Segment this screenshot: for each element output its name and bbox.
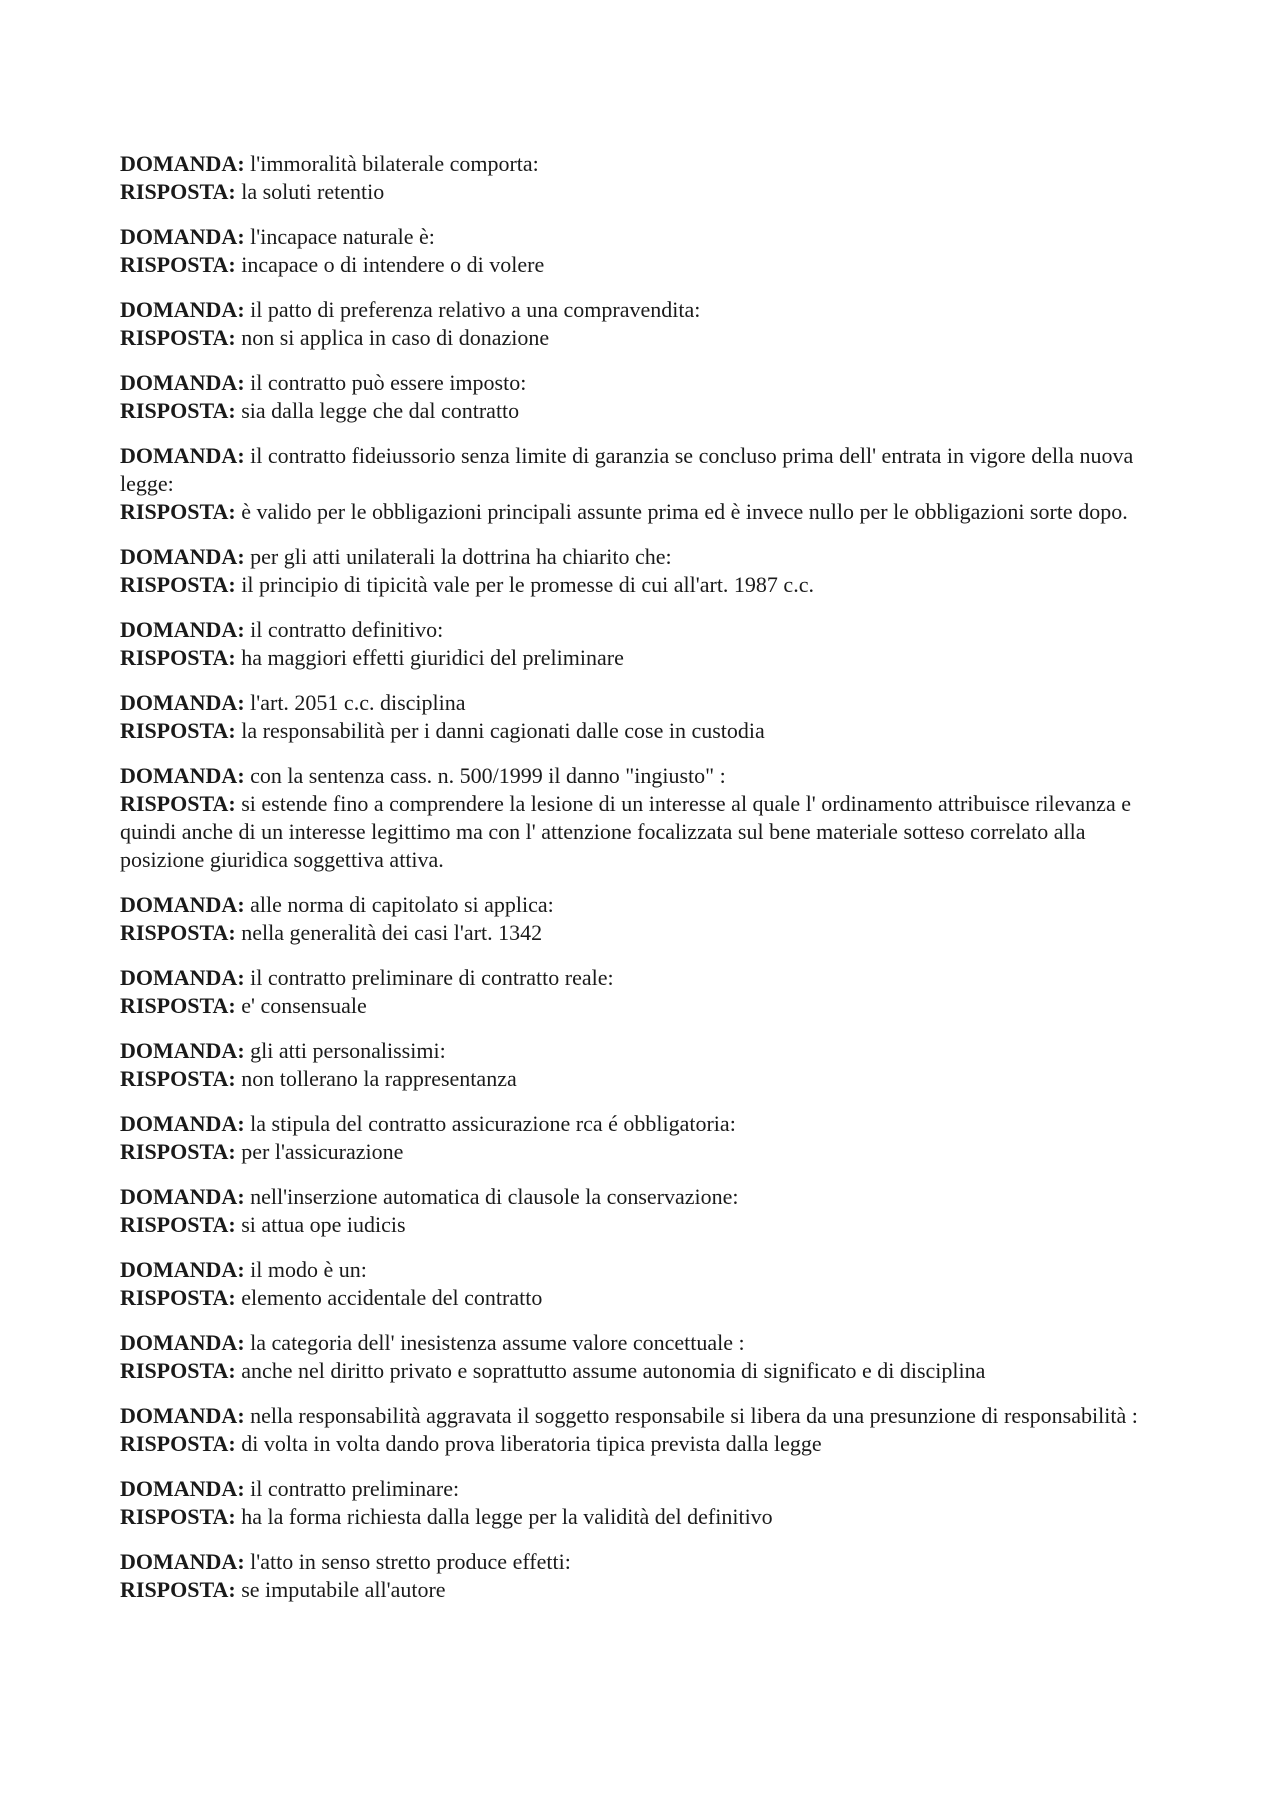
question-text: la stipula del contratto assicurazione rca é obbligatoria: [250,1111,736,1136]
question-text: l'incapace naturale è: [250,224,435,249]
answer-label: RISPOSTA: [120,791,236,816]
question-line [120,762,1160,790]
answer-label: RISPOSTA: [120,179,236,204]
question-text: alle norma di capitolato si applica: [250,892,554,917]
answer-line [120,1503,1160,1531]
question-line [120,689,1160,717]
answer-label: RISPOSTA: [120,920,236,945]
question-text: la categoria dell' inesistenza assume valore concettuale : [250,1330,745,1355]
answer-line [120,1284,1160,1312]
question-line [120,1548,1160,1576]
answer-text: si attua ope iudicis [241,1212,406,1237]
question-text: il contratto preliminare: [250,1476,460,1501]
answer-text: non tollerano la rappresentanza [241,1066,517,1091]
qa-item [120,1256,1160,1312]
question-line [120,891,1160,919]
question-label: DOMANDA: [120,763,245,788]
answer-text: nella generalità dei casi l'art. 1342 [241,920,543,945]
question-label: DOMANDA: [120,1549,245,1574]
question-label: DOMANDA: [120,1184,245,1209]
answer-line [120,397,1160,425]
answer-label: RISPOSTA: [120,499,236,524]
question-label: DOMANDA: [120,1403,245,1428]
answer-text: la soluti retentio [241,179,385,204]
answer-label: RISPOSTA: [120,572,236,597]
question-line [120,1183,1160,1211]
answer-label: RISPOSTA: [120,1358,236,1383]
question-line [120,150,1160,178]
question-text: l'immoralità bilaterale comporta: [250,151,539,176]
question-label: DOMANDA: [120,617,245,642]
answer-line [120,1430,1160,1458]
answer-label: RISPOSTA: [120,252,236,277]
qa-item [120,1475,1160,1531]
question-text: per gli atti unilaterali la dottrina ha chiarito che: [250,544,672,569]
question-line [120,369,1160,397]
question-line [120,964,1160,992]
question-text: gli atti personalissimi: [250,1038,446,1063]
answer-label: RISPOSTA: [120,325,236,350]
question-text: nella responsabilità aggravata il soggetto responsabile si libera da una presunzione di responsabilità : [250,1403,1138,1428]
qa-item [120,1548,1160,1604]
answer-label: RISPOSTA: [120,718,236,743]
question-line [120,1329,1160,1357]
question-text: il patto di preferenza relativo a una compravendita: [250,297,701,322]
qa-item [120,543,1160,599]
question-label: DOMANDA: [120,965,245,990]
qa-item [120,369,1160,425]
question-text: l'art. 2051 c.c. disciplina [250,690,466,715]
answer-line [120,919,1160,947]
question-text: nell'inserzione automatica di clausole la conservazione: [250,1184,739,1209]
answer-text: di volta in volta dando prova liberatoria tipica prevista dalla legge [241,1431,822,1456]
answer-line [120,992,1160,1020]
question-text: il contratto preliminare di contratto reale: [250,965,614,990]
answer-label: RISPOSTA: [120,1504,236,1529]
question-label: DOMANDA: [120,370,245,395]
question-label: DOMANDA: [120,690,245,715]
qa-item [120,616,1160,672]
question-line [120,442,1160,498]
question-label: DOMANDA: [120,443,245,468]
answer-text: ha la forma richiesta dalla legge per la validità del definitivo [241,1504,773,1529]
answer-label: RISPOSTA: [120,1577,236,1602]
answer-label: RISPOSTA: [120,1212,236,1237]
qa-item [120,964,1160,1020]
answer-label: RISPOSTA: [120,1139,236,1164]
answer-line [120,790,1160,874]
answer-text: anche nel diritto privato e soprattutto assume autonomia di significato e di disciplina [241,1358,986,1383]
answer-text: sia dalla legge che dal contratto [241,398,520,423]
answer-label: RISPOSTA: [120,398,236,423]
question-label: DOMANDA: [120,544,245,569]
qa-item [120,296,1160,352]
question-line [120,296,1160,324]
question-label: DOMANDA: [120,224,245,249]
question-label: DOMANDA: [120,892,245,917]
question-label: DOMANDA: [120,1330,245,1355]
qa-item [120,1110,1160,1166]
question-line [120,543,1160,571]
qa-item [120,1183,1160,1239]
answer-line [120,571,1160,599]
question-line [120,1037,1160,1065]
qa-item [120,1329,1160,1385]
answer-text: se imputabile all'autore [241,1577,446,1602]
answer-label: RISPOSTA: [120,645,236,670]
question-line [120,1475,1160,1503]
answer-line [120,1065,1160,1093]
answer-text: non si applica in caso di donazione [241,325,550,350]
answer-text: incapace o di intendere o di volere [241,252,545,277]
answer-line [120,498,1160,526]
answer-line [120,1357,1160,1385]
question-label: DOMANDA: [120,297,245,322]
answer-text: si estende fino a comprendere la lesione di un interesse al quale l' ordinamento attribuisce rilevanza e quindi anche di un interesse legittimo ma con l' attenzione focalizzata sul bene materiale sotteso correlato alla posizione giuridica soggettiva attiva. [120,791,1131,872]
question-label: DOMANDA: [120,1111,245,1136]
answer-line [120,324,1160,352]
answer-line [120,1138,1160,1166]
question-line [120,1402,1160,1430]
qa-item [120,762,1160,874]
answer-line [120,178,1160,206]
answer-text: è valido per le obbligazioni principali assunte prima ed è invece nullo per le obbligazioni sorte dopo. [241,499,1128,524]
question-label: DOMANDA: [120,151,245,176]
question-label: DOMANDA: [120,1257,245,1282]
question-text: il contratto può essere imposto: [250,370,527,395]
question-text: con la sentenza cass. n. 500/1999 il danno "ingiusto" : [250,763,726,788]
qa-item [120,891,1160,947]
answer-line [120,1211,1160,1239]
question-label: DOMANDA: [120,1476,245,1501]
answer-label: RISPOSTA: [120,1066,236,1091]
answer-text: ha maggiori effetti giuridici del preliminare [241,645,624,670]
answer-text: il principio di tipicità vale per le promesse di cui all'art. 1987 c.c. [241,572,814,597]
answer-label: RISPOSTA: [120,1285,236,1310]
question-text: il modo è un: [250,1257,367,1282]
question-line [120,616,1160,644]
answer-label: RISPOSTA: [120,993,236,1018]
answer-text: e' consensuale [241,993,367,1018]
qa-item [120,1037,1160,1093]
qa-list [120,150,1160,1621]
qa-item [120,150,1160,206]
qa-item [120,223,1160,279]
question-text: il contratto definitivo: [250,617,444,642]
question-label: DOMANDA: [120,1038,245,1063]
question-text: l'atto in senso stretto produce effetti: [250,1549,571,1574]
answer-line [120,1576,1160,1604]
qa-item [120,1402,1160,1458]
answer-text: per l'assicurazione [241,1139,404,1164]
question-line [120,1110,1160,1138]
qa-item [120,689,1160,745]
answer-text: la responsabilità per i danni cagionati dalle cose in custodia [241,718,765,743]
answer-text: elemento accidentale del contratto [241,1285,543,1310]
qa-item [120,442,1160,526]
question-text: il contratto fideiussorio senza limite di garanzia se concluso prima dell' entrata in vigore della nuova legge: [120,443,1134,496]
answer-line [120,644,1160,672]
answer-line [120,251,1160,279]
question-line [120,1256,1160,1284]
question-line [120,223,1160,251]
answer-line [120,717,1160,745]
answer-label: RISPOSTA: [120,1431,236,1456]
